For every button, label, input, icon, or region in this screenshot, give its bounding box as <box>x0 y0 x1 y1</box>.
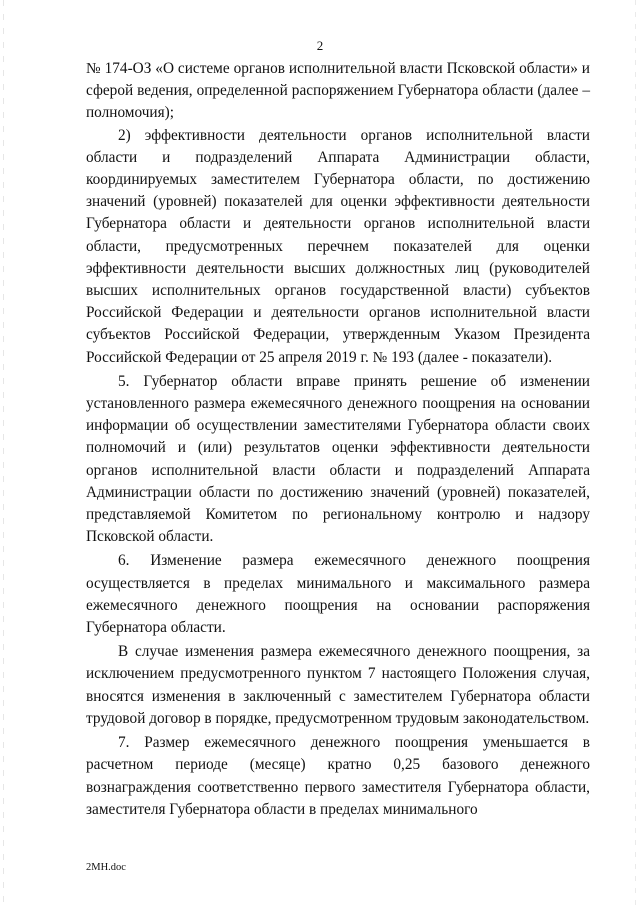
paragraph-section-5: 5. Губернатор области вправе принять решение об изменении установленного размера ежемесячного денежного поощрения на основании информации об осуществлении заместителями Губернатора области своих полномочий и (или) результатов оценки эффективности деятельности органов исполнительной власти области и подразделений Аппарата Администрации области по достижению значений (уровней) показателей, представляемой Комитетом по региональному контролю и надзору Псковской области. <box>86 372 590 546</box>
page-number: 2 <box>316 38 324 53</box>
paragraph-section-7: 7. Размер ежемесячного денежного поощрения уменьшается в расчетном периоде (месяце) кратно 0,25 базового денежного вознаграждения соответственно первого заместителя Губернатора области, заместителя Губернатора области в пределах минимального <box>86 734 590 818</box>
paragraph-section-6: 6. Изменение размера ежемесячного денежного поощрения осуществляется в пределах минимального и максимального размера ежемесячного денежного поощрения на основании распоряжения Губернатора области. <box>86 552 590 637</box>
scan-edge-right <box>635 0 636 905</box>
document-body <box>86 58 590 821</box>
paragraph-item-2: 2) эффективности деятельности органов исполнительной власти области и подразделений Аппарата Администрации области, координируемых заместителем Губернатора области, по достижению значений (уровней) показателей для оценки эффективности деятельности Губернатора области и деятельности органов исполнительной власти области, предусмотренных перечнем показателей для оценки эффективности деятельности высших должностных лиц (руководителей высших исполнительных органов государственной власти) субъектов Российской Федерации и деятельности органов исполнительной власти субъектов Российской Федерации, утвержденным Указом Президента Российской Федерации от 25 апреля 2019 г. № 193 (далее - показатели). <box>86 126 590 366</box>
scan-edge-left <box>3 0 4 905</box>
file-name-footer: 2МН.doc <box>86 862 126 873</box>
paragraph-continuation: № 174-ОЗ «О системе органов исполнительной власти Псковской области» и сферой ведения, определенной распоряжением Губернатора области (далее – полномочия); <box>86 60 590 122</box>
paragraph-section-6-cont: В случае изменения размера ежемесячного денежного поощрения, за исключением предусмотренного пунктом 7 настоящего Положения случая, вносятся изменения в заключенный с заместителем Губернатора области трудовой договор в порядке, предусмотренном трудовым законодательством. <box>86 643 590 727</box>
